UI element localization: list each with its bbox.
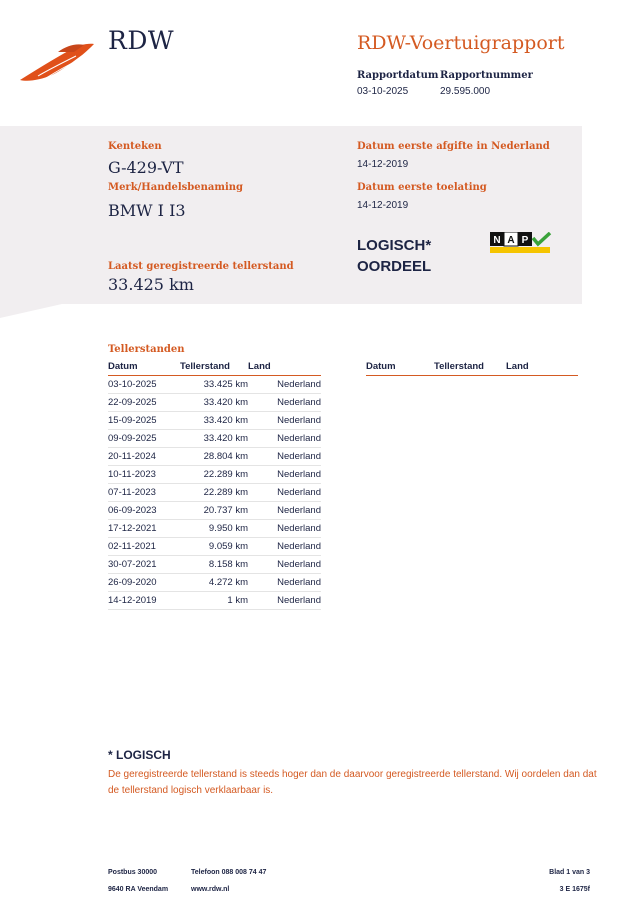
footer-telefoon: Telefoon 088 008 74 47 [191, 869, 267, 876]
col-land-2: Land [506, 360, 578, 376]
teller-value: 33.425 km [108, 275, 194, 294]
rdw-logo-icon [18, 40, 96, 84]
row-datum: 10-11-2023 [108, 466, 180, 484]
table-row [108, 574, 321, 592]
row-tellerstand: 28.804 km [180, 448, 248, 466]
row-land: Nederland [248, 448, 321, 466]
row-tellerstand: 33.420 km [180, 394, 248, 412]
row-tellerstand: 33.425 km [180, 376, 248, 394]
table-row [108, 430, 321, 448]
row-datum: 17-12-2021 [108, 520, 180, 538]
row-datum: 20-11-2024 [108, 448, 180, 466]
verdict [357, 235, 431, 277]
col-land: Land [248, 360, 321, 376]
col-tellerstand-2: Tellerstand [434, 360, 506, 376]
afgifte-value: 14-12-2019 [357, 159, 409, 170]
row-land: Nederland [248, 466, 321, 484]
tellerstanden-body [108, 376, 321, 610]
table-row [108, 466, 321, 484]
toelating-label: Datum eerste toelating [357, 182, 487, 193]
row-land: Nederland [248, 502, 321, 520]
row-tellerstand: 1 km [180, 592, 248, 610]
table-row [108, 556, 321, 574]
rapportdatum-value: 03-10-2025 [357, 86, 409, 97]
row-datum: 07-11-2023 [108, 484, 180, 502]
brand-name: RDW [108, 26, 175, 55]
panel-tail [0, 304, 62, 318]
row-tellerstand: 33.420 km [180, 430, 248, 448]
row-datum: 09-09-2025 [108, 430, 180, 448]
toelating-value: 14-12-2019 [357, 200, 409, 211]
footer-code: 3 E 1675f [559, 886, 590, 893]
footer-blad: Blad 1 van 3 [549, 869, 590, 876]
rapportnummer-label: Rapportnummer [440, 70, 533, 81]
col-datum-2: Datum [366, 360, 434, 376]
col-tellerstand: Tellerstand [180, 360, 248, 376]
row-land: Nederland [248, 430, 321, 448]
merk-value: BMW I I3 [108, 201, 186, 220]
table-header-row-2 [366, 360, 578, 376]
nap-letter-p: P [521, 235, 529, 246]
row-tellerstand: 33.420 km [180, 412, 248, 430]
tellerstanden-table-2 [366, 360, 578, 376]
kenteken-label: Kenteken [108, 141, 162, 152]
afgifte-label: Datum eerste afgifte in Nederland [357, 141, 550, 152]
rapportdatum-block [357, 70, 439, 97]
row-datum: 26-09-2020 [108, 574, 180, 592]
row-tellerstand: 9.059 km [180, 538, 248, 556]
nap-letter-n: N [493, 235, 501, 246]
verdict-line1: LOGISCH* [357, 237, 432, 254]
row-tellerstand: 9.950 km [180, 520, 248, 538]
row-tellerstand: 22.289 km [180, 484, 248, 502]
rapportnummer-block [440, 70, 533, 97]
rapportnummer-value: 29.595.000 [440, 86, 491, 97]
table-row [108, 376, 321, 394]
merk-label: Merk/Handelsbenaming [108, 182, 244, 193]
table-row [108, 502, 321, 520]
table-row [108, 448, 321, 466]
tellerstanden-table [108, 360, 321, 610]
footer-web: www.rdw.nl [191, 886, 230, 893]
col-datum: Datum [108, 360, 180, 376]
row-land: Nederland [248, 484, 321, 502]
row-datum: 02-11-2021 [108, 538, 180, 556]
row-tellerstand: 8.158 km [180, 556, 248, 574]
table-row [108, 538, 321, 556]
table-row [108, 484, 321, 502]
row-datum: 15-09-2025 [108, 412, 180, 430]
row-land: Nederland [248, 520, 321, 538]
nap-letter-a: A [507, 235, 515, 246]
row-datum: 06-09-2023 [108, 502, 180, 520]
row-tellerstand: 22.289 km [180, 466, 248, 484]
row-datum: 22-09-2025 [108, 394, 180, 412]
table-row [108, 520, 321, 538]
row-datum: 14-12-2019 [108, 592, 180, 610]
kenteken-value: G-429-VT [108, 158, 184, 177]
table-header-row [108, 360, 321, 376]
table-row [108, 592, 321, 610]
teller-label: Laatst geregistreerde tellerstand [108, 261, 294, 272]
nap-check-icon [490, 232, 552, 254]
row-land: Nederland [248, 376, 321, 394]
table-row [108, 394, 321, 412]
row-datum: 30-07-2021 [108, 556, 180, 574]
rapportdatum-label: Rapportdatum [357, 70, 439, 81]
row-land: Nederland [248, 538, 321, 556]
verdict-line2: OORDEEL [357, 258, 432, 275]
row-land: Nederland [248, 592, 321, 610]
note-text: De geregistreerde tellerstand is steeds hoger dan de daarvoor geregistreerde tellerstand. Wij oordelen dan dat de tellerstand logisch verklaarbaar is. [108, 769, 597, 796]
row-datum: 03-10-2025 [108, 376, 180, 394]
row-land: Nederland [248, 412, 321, 430]
table-row [108, 412, 321, 430]
footer-adres: 9640 RA Veendam [108, 886, 169, 893]
row-tellerstand: 4.272 km [180, 574, 248, 592]
row-land: Nederland [248, 556, 321, 574]
footer-postbus: Postbus 30000 [108, 869, 158, 876]
tellerstanden-title: Tellerstanden [108, 344, 185, 355]
vehicle-panel [0, 126, 582, 304]
report-title: RDW-Voertuigrapport [357, 32, 565, 54]
row-land: Nederland [248, 394, 321, 412]
row-land: Nederland [248, 574, 321, 592]
row-tellerstand: 20.737 km [180, 502, 248, 520]
note-title: * LOGISCH [108, 748, 171, 762]
